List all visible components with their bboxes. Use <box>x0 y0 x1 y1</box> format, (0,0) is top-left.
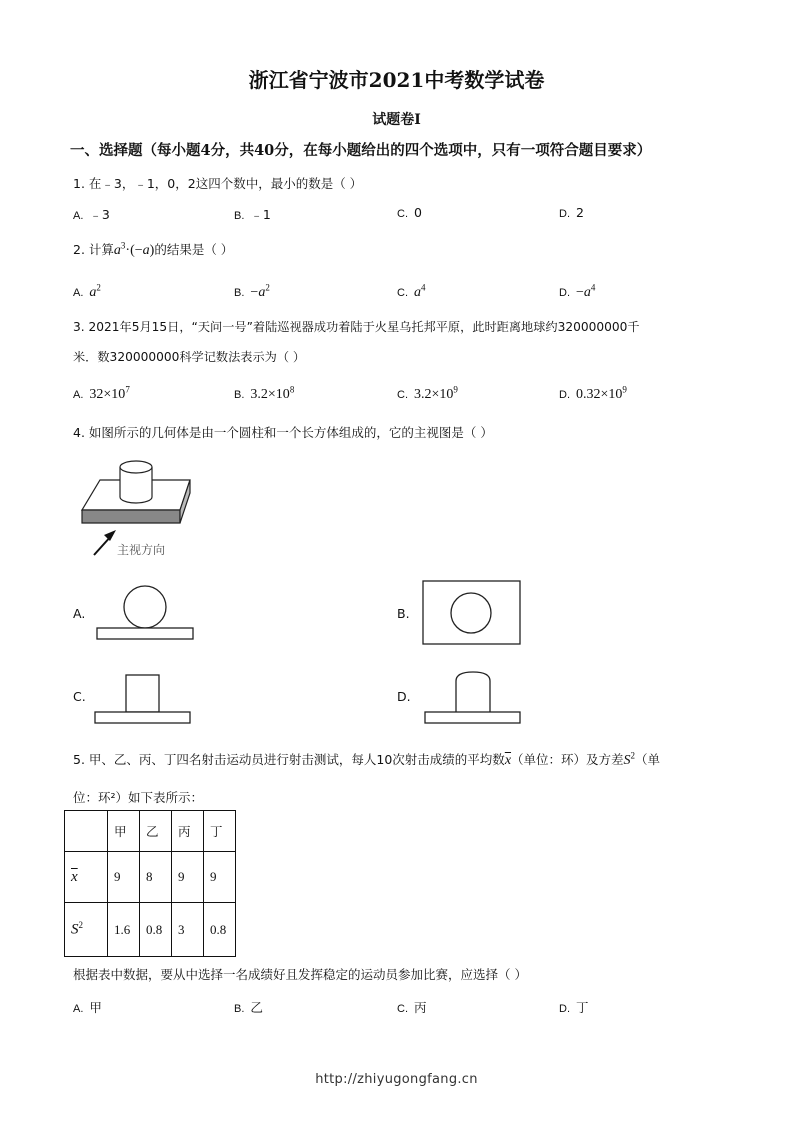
q2-option-c: C. $a^4$ <box>397 282 426 300</box>
mean-bing: 9 <box>172 852 204 903</box>
header-bing: 丙 <box>172 811 204 852</box>
var-yi: 0.8 <box>140 903 172 957</box>
q2-option-d: D. $-a^4$ <box>559 282 596 300</box>
view-direction-label: 主视方向 <box>117 543 166 557</box>
q5-option-c: C. 丙 <box>397 1000 427 1015</box>
q1-option-c: C. 0 <box>397 205 422 220</box>
question-5-line-2: 位：环²）如下表所示： <box>73 790 204 805</box>
q4-option-b-figure <box>420 578 524 648</box>
mean-yi: 8 <box>140 852 172 903</box>
question-5-line-1: 5. 甲、乙、丙、丁四名射击运动员进行射击测试，每人10次射击成绩的平均数$\overline{x}$（单位：环）及方差$S^2$（单 <box>73 750 661 768</box>
header-ding: 丁 <box>204 811 236 852</box>
table-row-variance <box>65 903 236 957</box>
q1-option-a: A. ﹣3 <box>73 207 110 222</box>
row-label-mean: $\overline{x}$ <box>65 852 108 903</box>
q2-option-a: A. $a^2$ <box>73 282 101 300</box>
exam-title: 浙江省宁波市2021中考数学试卷 <box>248 68 545 92</box>
question-4: 4. 如图所示的几何体是由一个圆柱和一个长方体组成的，它的主视图是（ ） <box>73 425 493 440</box>
var-bing: 3 <box>172 903 204 957</box>
question-3-line-2: 米．数320000000科学记数法表示为（ ） <box>73 350 306 364</box>
question-3-line-1: 3. 2021年5月15日，“天问一号”着陆巡视器成功着陆于火星乌托邦平原，此时距离地球约320000000千 <box>73 320 640 334</box>
footer-url: http://zhiyugongfang.cn <box>315 1072 478 1087</box>
row-label-variance: $S^2$ <box>65 903 108 957</box>
question-5-prompt: 根据表中数据，要从中选择一名成绩好且发挥稳定的运动员参加比赛，应选择（ ） <box>73 967 527 982</box>
exam-subtitle: 试题卷Ⅰ <box>372 112 421 128</box>
question-2: 2. 计算$a^3\cdot(-a)$的结果是（ ） <box>73 240 234 258</box>
q5-option-b: B. 乙 <box>234 1000 263 1015</box>
q4-option-d-figure <box>423 667 523 727</box>
header-jia: 甲 <box>108 811 140 852</box>
var-ding: 0.8 <box>204 903 236 957</box>
mean-jia: 9 <box>108 852 140 903</box>
q3-option-b: B. $3.2\times 10^8$ <box>234 384 295 402</box>
q5-option-a: A. 甲 <box>73 1000 102 1015</box>
q4-option-b-label: B. <box>397 606 410 621</box>
q4-option-a-label: A. <box>73 606 86 621</box>
header-yi: 乙 <box>140 811 172 852</box>
q4-option-c-figure <box>93 667 193 727</box>
q4-option-a-figure <box>93 582 203 642</box>
table-row-mean <box>65 852 236 903</box>
q5-option-d: D. 丁 <box>559 1000 589 1015</box>
q2-option-b: B. $-a^2$ <box>234 282 270 300</box>
q2-expression: $a^3\cdot(-a)$ <box>113 240 155 258</box>
section-heading: 一、选择题（每小题4分，共40分，在每小题给出的四个选项中，只有一项符合题目要求） <box>70 142 652 159</box>
table-header-row <box>65 811 236 852</box>
q4-option-c-label: C. <box>73 689 86 704</box>
q1-option-d: D. 2 <box>559 205 584 220</box>
q1-option-b: B. ﹣1 <box>234 207 271 222</box>
question-1: 1. 在﹣3，﹣1，0，2这四个数中，最小的数是（ ） <box>73 176 363 191</box>
table-corner <box>65 811 108 852</box>
q3-option-c: C. $3.2\times 10^9$ <box>397 384 458 402</box>
q3-option-a: A. $32\times 10^7$ <box>73 384 130 402</box>
mean-ding: 9 <box>204 852 236 903</box>
stats-table <box>64 810 236 957</box>
var-jia: 1.6 <box>108 903 140 957</box>
q3-option-d: D. $0.32\times 10^9$ <box>559 384 627 402</box>
q4-option-d-label: D. <box>397 689 411 704</box>
